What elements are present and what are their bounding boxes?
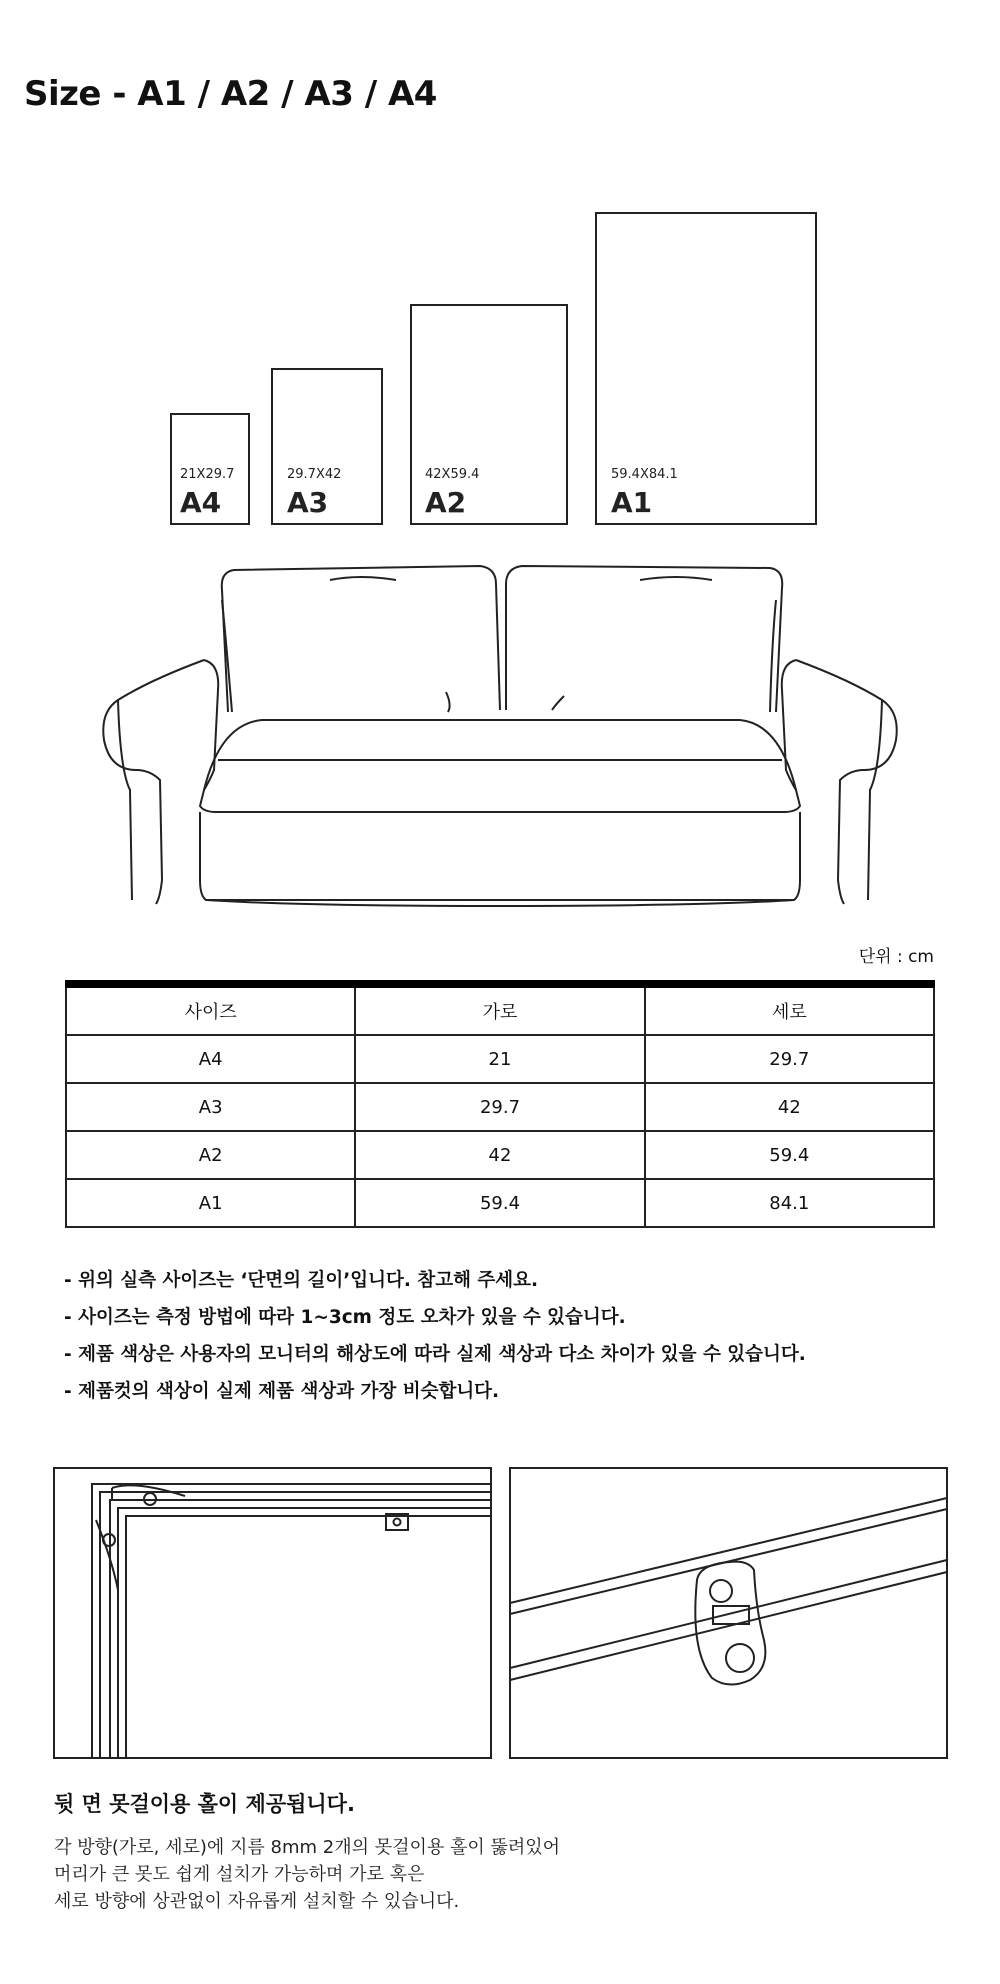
cell-width: 29.7 <box>355 1083 644 1131</box>
note-item: - 제품컷의 색상이 실제 제품 색상과 가장 비슷합니다. <box>64 1381 500 1402</box>
cell-size: A4 <box>66 1035 355 1083</box>
frame-a2-label: A2 <box>425 486 467 519</box>
sofa-illustration <box>103 566 896 906</box>
size-table <box>65 980 935 1228</box>
frame-a2-dims: 42X59.4 <box>425 467 480 482</box>
frame-a1-label: A1 <box>611 486 653 519</box>
cell-size: A3 <box>66 1083 355 1131</box>
cell-width: 21 <box>355 1035 644 1083</box>
unit-label: 단위 : cm <box>858 947 934 967</box>
cell-width: 42 <box>355 1131 644 1179</box>
cell-width: 59.4 <box>355 1179 644 1227</box>
cell-height: 29.7 <box>645 1035 934 1083</box>
description-line: 세로 방향에 상관없이 자유롭게 설치할 수 있습니다. <box>54 1891 460 1912</box>
note-item: - 제품 색상은 사용자의 모니터의 해상도에 따라 실제 색상과 다소 차이가 있을 수 있습니다. <box>64 1344 806 1365</box>
frame-a3-label: A3 <box>287 486 329 519</box>
cell-height: 42 <box>645 1083 934 1131</box>
notes-list <box>64 1262 806 1410</box>
note-item: - 사이즈는 측정 방법에 따라 1~3cm 정도 오차가 있을 수 있습니다. <box>64 1307 626 1328</box>
corner-detail-box <box>54 1468 491 1758</box>
description-line: 각 방향(가로, 세로)에 지름 8mm 2개의 못걸이용 홀이 뚫려있어 <box>54 1837 561 1858</box>
frame-a1-dims: 59.4X84.1 <box>611 467 678 482</box>
cell-height: 84.1 <box>645 1179 934 1227</box>
hook-section-title: 뒷 면 못걸이용 홀이 제공됩니다. <box>54 1792 355 1816</box>
cell-height: 59.4 <box>645 1131 934 1179</box>
cell-size: A2 <box>66 1131 355 1179</box>
note-item: - 위의 실측 사이즈는 ‘단면의 길이’입니다. 참고해 주세요. <box>64 1270 539 1291</box>
frame-a4-dims: 21X29.7 <box>180 467 235 482</box>
table-row <box>66 1035 934 1083</box>
table-row <box>66 1179 934 1227</box>
description-line: 머리가 큰 못도 쉽게 설치가 가능하며 가로 혹은 <box>54 1864 425 1885</box>
header-height: 세로 <box>645 984 934 1035</box>
frame-a3-dims: 29.7X42 <box>287 467 342 482</box>
cell-size: A1 <box>66 1179 355 1227</box>
page-title: Size - A1 / A2 / A3 / A4 <box>24 74 437 114</box>
table-header-row <box>66 984 934 1035</box>
frame-a4-label: A4 <box>180 486 222 519</box>
frame-corner-drawing <box>92 1484 491 1758</box>
hook-description <box>54 1834 560 1915</box>
hanging-hook-drawing <box>510 1498 947 1685</box>
header-width: 가로 <box>355 984 644 1035</box>
table-row <box>66 1131 934 1179</box>
table-row <box>66 1083 934 1131</box>
header-size: 사이즈 <box>66 984 355 1035</box>
